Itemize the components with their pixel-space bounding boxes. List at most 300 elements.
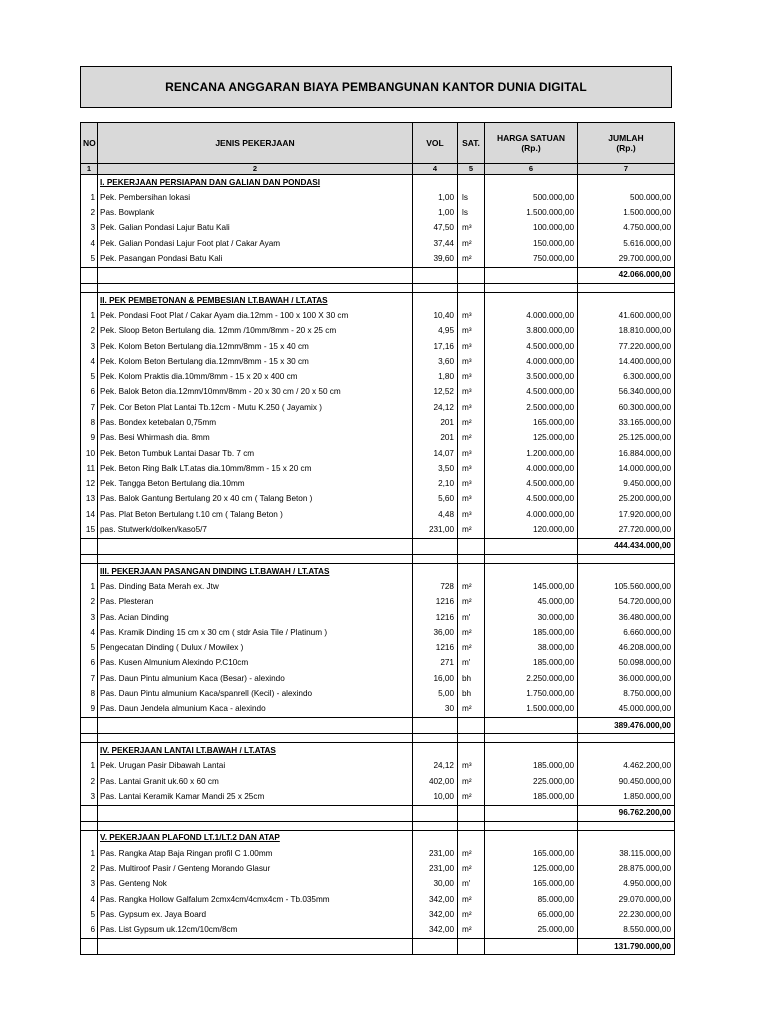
table-row [81, 759, 675, 774]
item-description: Pek. Galian Pondasi Lajur Foot plat / Cakar Ayam [98, 236, 413, 251]
item-volume: 1,00 [413, 206, 458, 221]
item-description: Pek. Beton Tumbuk Lantai Dasar Tb. 7 cm [98, 446, 413, 461]
item-description: Pas. Kusen Almunium Alexindo P.C10cm [98, 656, 413, 671]
item-number: 3 [81, 339, 98, 354]
section-subtotal: 389.476.000,00 [578, 718, 675, 734]
item-amount: 33.165.000,00 [578, 415, 675, 430]
section-subtotal: 131.790.000,00 [578, 938, 675, 954]
empty-cell [81, 555, 98, 564]
item-number: 4 [81, 625, 98, 640]
item-volume: 16,00 [413, 671, 458, 686]
item-description: Pas. Rangka Atap Baja Ringan profil C 1.00mm [98, 846, 413, 861]
item-unit-price: 1.500.000,00 [485, 206, 578, 221]
item-unit-price: 125.000,00 [485, 861, 578, 876]
section-no-cell [81, 564, 98, 580]
item-unit-price: 185.000,00 [485, 656, 578, 671]
item-volume: 342,00 [413, 923, 458, 939]
item-unit: ls [458, 190, 485, 205]
item-unit: m² [458, 625, 485, 640]
item-unit: m³ [458, 339, 485, 354]
section-header-row [81, 175, 675, 191]
item-amount: 1.500.000,00 [578, 206, 675, 221]
item-amount: 25.200.000,00 [578, 492, 675, 507]
empty-cell [485, 718, 578, 734]
item-amount: 25.125.000,00 [578, 431, 675, 446]
item-amount: 27.720.000,00 [578, 523, 675, 539]
empty-cell [485, 555, 578, 564]
item-unit-price: 30.000,00 [485, 610, 578, 625]
item-description: Pas. Daun Pintu almunium Kaca/spanrell (Kecil) - alexindo [98, 687, 413, 702]
table-row [81, 687, 675, 702]
item-unit: m³ [458, 400, 485, 415]
empty-cell [578, 284, 675, 293]
item-unit-price: 4.000.000,00 [485, 354, 578, 369]
empty-cell [458, 830, 485, 846]
item-unit-price: 3.500.000,00 [485, 370, 578, 385]
item-unit-price: 4.500.000,00 [485, 385, 578, 400]
item-number: 1 [81, 308, 98, 323]
item-amount: 90.450.000,00 [578, 774, 675, 789]
empty-cell [458, 734, 485, 743]
header-unit-price-line2: (Rp.) [521, 143, 541, 153]
item-description: Pas. Lantai Keramik Kamar Mandi 25 x 25cm [98, 789, 413, 805]
section-no-cell [81, 175, 98, 191]
header-description: JENIS PEKERJAAN [98, 123, 413, 164]
item-volume: 36,00 [413, 625, 458, 640]
subtotal-row [81, 267, 675, 283]
item-number: 1 [81, 759, 98, 774]
item-unit: m² [458, 251, 485, 267]
column-number: 4 [413, 164, 458, 175]
section-subtotal: 42.066.000,00 [578, 267, 675, 283]
empty-cell [458, 938, 485, 954]
item-number: 7 [81, 400, 98, 415]
empty-cell [413, 830, 458, 846]
item-number: 1 [81, 846, 98, 861]
item-unit-price: 165.000,00 [485, 415, 578, 430]
item-volume: 5,00 [413, 687, 458, 702]
item-amount: 29.700.000,00 [578, 251, 675, 267]
item-unit-price: 2.500.000,00 [485, 400, 578, 415]
empty-cell [485, 743, 578, 759]
item-unit-price: 225.000,00 [485, 774, 578, 789]
item-unit: m' [458, 656, 485, 671]
item-unit: m³ [458, 446, 485, 461]
empty-cell [458, 743, 485, 759]
item-description: Pek. Urugan Pasir Dibawah Lantai [98, 759, 413, 774]
section-no-cell [81, 830, 98, 846]
item-amount: 5.616.000,00 [578, 236, 675, 251]
item-volume: 4,48 [413, 507, 458, 522]
empty-cell [413, 718, 458, 734]
table-row [81, 477, 675, 492]
item-unit-price: 2.250.000,00 [485, 671, 578, 686]
empty-cell [98, 718, 413, 734]
item-unit-price: 145.000,00 [485, 579, 578, 594]
empty-cell [458, 175, 485, 191]
column-number: 5 [458, 164, 485, 175]
table-row [81, 656, 675, 671]
item-description: Pek. Cor Beton Plat Lantai Tb.12cm - Mutu K.250 ( Jayamix ) [98, 400, 413, 415]
item-description: Pas. Rangka Hollow Galfalum 2cmx4cm/4cmx4cm - Tb.035mm [98, 892, 413, 907]
empty-cell [98, 284, 413, 293]
item-unit: m² [458, 595, 485, 610]
empty-cell [413, 555, 458, 564]
item-unit-price: 100.000,00 [485, 221, 578, 236]
item-unit: m² [458, 907, 485, 922]
item-unit-price: 4.500.000,00 [485, 477, 578, 492]
item-volume: 3,50 [413, 461, 458, 476]
item-unit: m³ [458, 759, 485, 774]
item-unit: m³ [458, 461, 485, 476]
item-amount: 29.070.000,00 [578, 892, 675, 907]
item-unit: m³ [458, 221, 485, 236]
empty-cell [413, 938, 458, 954]
item-unit: m³ [458, 324, 485, 339]
item-description: Pek. Pasangan Pondasi Batu Kali [98, 251, 413, 267]
item-amount: 50.098.000,00 [578, 656, 675, 671]
empty-cell [485, 734, 578, 743]
item-description: Pas. Gypsum ex. Jaya Board [98, 907, 413, 922]
table-row [81, 641, 675, 656]
empty-cell [81, 821, 98, 830]
item-number: 11 [81, 461, 98, 476]
item-unit-price: 185.000,00 [485, 625, 578, 640]
item-unit-price: 25.000,00 [485, 923, 578, 939]
item-unit-price: 1.200.000,00 [485, 446, 578, 461]
table-row [81, 431, 675, 446]
item-unit: m² [458, 892, 485, 907]
item-number: 14 [81, 507, 98, 522]
item-volume: 37,44 [413, 236, 458, 251]
item-number: 6 [81, 656, 98, 671]
item-number: 1 [81, 579, 98, 594]
item-unit-price: 85.000,00 [485, 892, 578, 907]
item-description: Pek. Kolom Beton Bertulang dia.12mm/8mm - 15 x 30 cm [98, 354, 413, 369]
empty-cell [485, 564, 578, 580]
item-unit: m² [458, 415, 485, 430]
item-volume: 342,00 [413, 892, 458, 907]
item-description: Pas. Acian Dinding [98, 610, 413, 625]
item-unit: m² [458, 523, 485, 539]
table-row [81, 446, 675, 461]
table-row [81, 339, 675, 354]
empty-cell [98, 555, 413, 564]
item-amount: 60.300.000,00 [578, 400, 675, 415]
subtotal-row [81, 538, 675, 554]
document-title: RENCANA ANGGARAN BIAYA PEMBANGUNAN KANTOR DUNIA DIGITAL [80, 66, 672, 108]
empty-cell [458, 564, 485, 580]
item-volume: 271 [413, 656, 458, 671]
item-unit: m² [458, 861, 485, 876]
item-unit: m³ [458, 385, 485, 400]
item-description: Pas. List Gypsum uk.12cm/10cm/8cm [98, 923, 413, 939]
column-number-row [81, 164, 675, 175]
item-amount: 17.920.000,00 [578, 507, 675, 522]
item-amount: 56.340.000,00 [578, 385, 675, 400]
item-number: 8 [81, 687, 98, 702]
item-number: 9 [81, 431, 98, 446]
table-row [81, 923, 675, 939]
item-unit: m' [458, 610, 485, 625]
table-row [81, 400, 675, 415]
empty-cell [578, 830, 675, 846]
item-description: Pas. Bondex ketebalan 0,75mm [98, 415, 413, 430]
item-description: Pek. Balok Beton dia.12mm/10mm/8mm - 20 x 30 cm / 20 x 50 cm [98, 385, 413, 400]
item-amount: 4.950.000,00 [578, 877, 675, 892]
item-description: Pas. Daun Jendela almunium Kaca - alexindo [98, 702, 413, 718]
item-unit: m³ [458, 308, 485, 323]
spacer-row [81, 734, 675, 743]
item-number: 15 [81, 523, 98, 539]
item-amount: 14.000.000,00 [578, 461, 675, 476]
item-amount: 22.230.000,00 [578, 907, 675, 922]
item-unit-price: 4.500.000,00 [485, 492, 578, 507]
empty-cell [458, 284, 485, 293]
table-row [81, 324, 675, 339]
empty-cell [413, 284, 458, 293]
empty-cell [485, 175, 578, 191]
item-unit: m² [458, 236, 485, 251]
table-row [81, 789, 675, 805]
spacer-row [81, 284, 675, 293]
item-volume: 402,00 [413, 774, 458, 789]
section-header-row [81, 743, 675, 759]
item-description: Pek. Kolom Beton Bertulang dia.12mm/8mm - 15 x 40 cm [98, 339, 413, 354]
item-description: Pas. Balok Gantung Bertulang 20 x 40 cm ( Talang Beton ) [98, 492, 413, 507]
empty-cell [81, 718, 98, 734]
item-unit-price: 125.000,00 [485, 431, 578, 446]
empty-cell [485, 830, 578, 846]
item-unit: bh [458, 687, 485, 702]
item-amount: 41.600.000,00 [578, 308, 675, 323]
item-number: 2 [81, 595, 98, 610]
table-row [81, 206, 675, 221]
item-amount: 46.208.000,00 [578, 641, 675, 656]
empty-cell [458, 718, 485, 734]
header-unit-price [485, 123, 578, 164]
item-description: pas. Stutwerk/dolken/kaso5/7 [98, 523, 413, 539]
item-description: Pas. Daun Pintu almunium Kaca (Besar) - alexindo [98, 671, 413, 686]
table-row [81, 846, 675, 861]
item-description: Pas. Plesteran [98, 595, 413, 610]
item-unit-price: 4.000.000,00 [485, 461, 578, 476]
item-number: 12 [81, 477, 98, 492]
empty-cell [458, 267, 485, 283]
table-row [81, 308, 675, 323]
spacer-row [81, 555, 675, 564]
item-unit: m³ [458, 492, 485, 507]
item-amount: 6.660.000,00 [578, 625, 675, 640]
empty-cell [485, 293, 578, 309]
item-unit-price: 4.500.000,00 [485, 339, 578, 354]
item-number: 6 [81, 923, 98, 939]
item-volume: 728 [413, 579, 458, 594]
item-unit-price: 45.000,00 [485, 595, 578, 610]
header-unit-price-line1: HARGA SATUAN [497, 132, 565, 143]
item-number: 5 [81, 641, 98, 656]
empty-cell [413, 821, 458, 830]
item-number: 3 [81, 221, 98, 236]
item-unit: m² [458, 641, 485, 656]
item-amount: 500.000,00 [578, 190, 675, 205]
item-volume: 201 [413, 431, 458, 446]
item-amount: 54.720.000,00 [578, 595, 675, 610]
subtotal-row [81, 805, 675, 821]
item-unit-price: 500.000,00 [485, 190, 578, 205]
item-volume: 342,00 [413, 907, 458, 922]
item-unit-price: 750.000,00 [485, 251, 578, 267]
empty-cell [98, 821, 413, 830]
item-unit: bh [458, 671, 485, 686]
item-description: Pas. Besi Whirmash dia. 8mm [98, 431, 413, 446]
item-volume: 14,07 [413, 446, 458, 461]
section-header-row [81, 564, 675, 580]
empty-cell [81, 267, 98, 283]
empty-cell [413, 293, 458, 309]
empty-cell [578, 743, 675, 759]
item-number: 4 [81, 354, 98, 369]
empty-cell [458, 538, 485, 554]
cost-estimate-table [80, 122, 675, 955]
table-row [81, 251, 675, 267]
item-number: 3 [81, 789, 98, 805]
item-number: 3 [81, 610, 98, 625]
empty-cell [578, 175, 675, 191]
empty-cell [81, 284, 98, 293]
column-number: 7 [578, 164, 675, 175]
empty-cell [413, 734, 458, 743]
item-volume: 231,00 [413, 861, 458, 876]
item-volume: 1216 [413, 610, 458, 625]
item-volume: 1,00 [413, 190, 458, 205]
section-title: V. PEKERJAAN PLAFOND LT.1/LT.2 DAN ATAP [98, 830, 413, 846]
item-volume: 17,16 [413, 339, 458, 354]
item-unit-price: 185.000,00 [485, 789, 578, 805]
item-unit: m³ [458, 354, 485, 369]
item-unit-price: 165.000,00 [485, 846, 578, 861]
item-unit-price: 4.000.000,00 [485, 308, 578, 323]
item-number: 5 [81, 370, 98, 385]
empty-cell [578, 734, 675, 743]
item-amount: 14.400.000,00 [578, 354, 675, 369]
empty-cell [81, 805, 98, 821]
item-volume: 24,12 [413, 400, 458, 415]
item-description: Pek. Kolom Praktis dia.10mm/8mm - 15 x 20 x 400 cm [98, 370, 413, 385]
table-row [81, 370, 675, 385]
item-description: Pek. Tangga Beton Bertulang dia.10mm [98, 477, 413, 492]
header-amount-line2: (Rp.) [616, 143, 636, 153]
item-volume: 5,60 [413, 492, 458, 507]
table-row [81, 492, 675, 507]
item-volume: 231,00 [413, 523, 458, 539]
item-amount: 36.000.000,00 [578, 671, 675, 686]
item-unit: m² [458, 774, 485, 789]
table-row [81, 877, 675, 892]
table-row [81, 671, 675, 686]
item-number: 3 [81, 877, 98, 892]
table-row [81, 461, 675, 476]
item-unit-price: 4.000.000,00 [485, 507, 578, 522]
item-unit: m² [458, 431, 485, 446]
empty-cell [98, 734, 413, 743]
item-volume: 1,80 [413, 370, 458, 385]
item-unit-price: 165.000,00 [485, 877, 578, 892]
item-unit-price: 120.000,00 [485, 523, 578, 539]
table-row [81, 610, 675, 625]
item-number: 7 [81, 671, 98, 686]
empty-cell [485, 267, 578, 283]
item-amount: 8.550.000,00 [578, 923, 675, 939]
empty-cell [458, 555, 485, 564]
item-description: Pek. Sloop Beton Bertulang dia. 12mm /10mm/8mm - 20 x 25 cm [98, 324, 413, 339]
table-row [81, 595, 675, 610]
item-number: 5 [81, 907, 98, 922]
table-row [81, 625, 675, 640]
empty-cell [413, 267, 458, 283]
item-amount: 38.115.000,00 [578, 846, 675, 861]
empty-cell [485, 284, 578, 293]
empty-cell [485, 938, 578, 954]
header-volume: VOL [413, 123, 458, 164]
table-row [81, 221, 675, 236]
section-subtotal: 96.762.200,00 [578, 805, 675, 821]
spacer-row [81, 821, 675, 830]
empty-cell [81, 538, 98, 554]
item-volume: 4,95 [413, 324, 458, 339]
item-amount: 28.875.000,00 [578, 861, 675, 876]
item-description: Pas. Lantai Granit uk.60 x 60 cm [98, 774, 413, 789]
item-unit-price: 38.000,00 [485, 641, 578, 656]
section-title: II. PEK PEMBETONAN & PEMBESIAN LT.BAWAH / LT.ATAS [98, 293, 413, 309]
item-number: 10 [81, 446, 98, 461]
empty-cell [98, 805, 413, 821]
column-number: 2 [98, 164, 413, 175]
subtotal-row [81, 938, 675, 954]
item-amount: 16.884.000,00 [578, 446, 675, 461]
section-header-row [81, 830, 675, 846]
item-volume: 1216 [413, 641, 458, 656]
item-description: Pek. Pondasi Foot Plat / Cakar Ayam dia.12mm - 100 x 100 X 30 cm [98, 308, 413, 323]
empty-cell [98, 267, 413, 283]
item-amount: 1.850.000,00 [578, 789, 675, 805]
header-amount-line1: JUMLAH [608, 132, 644, 143]
empty-cell [413, 538, 458, 554]
item-unit-price: 65.000,00 [485, 907, 578, 922]
section-no-cell [81, 743, 98, 759]
column-number: 1 [81, 164, 98, 175]
item-unit-price: 150.000,00 [485, 236, 578, 251]
empty-cell [458, 821, 485, 830]
table-row [81, 907, 675, 922]
table-row [81, 190, 675, 205]
item-number: 13 [81, 492, 98, 507]
empty-cell [413, 564, 458, 580]
section-no-cell [81, 293, 98, 309]
item-volume: 39,60 [413, 251, 458, 267]
table-row [81, 354, 675, 369]
item-number: 2 [81, 206, 98, 221]
item-volume: 12,52 [413, 385, 458, 400]
item-unit-price: 3.800.000,00 [485, 324, 578, 339]
item-number: 2 [81, 774, 98, 789]
item-unit: m² [458, 923, 485, 939]
item-number: 5 [81, 251, 98, 267]
item-unit: m³ [458, 507, 485, 522]
item-amount: 77.220.000,00 [578, 339, 675, 354]
empty-cell [98, 938, 413, 954]
header-no: NO [81, 123, 98, 164]
